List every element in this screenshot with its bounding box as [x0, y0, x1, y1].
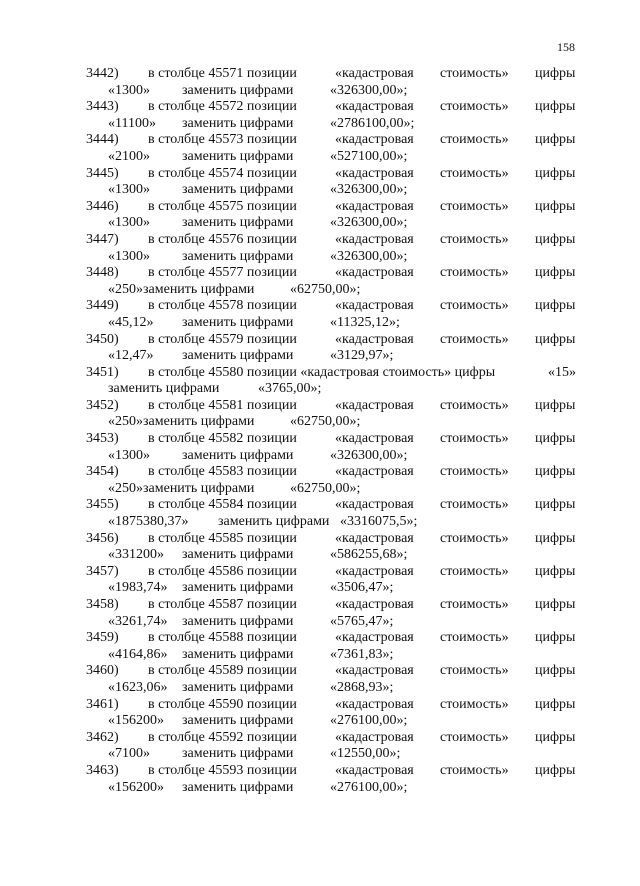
entry-line-1 — [0, 597, 640, 614]
cadastral-label: «кадастровая — [335, 165, 414, 181]
document-body — [0, 66, 640, 796]
entry-number: 3452) — [86, 397, 119, 413]
new-value: «586255,68»; — [330, 547, 408, 563]
entry-line-2 — [0, 514, 640, 531]
old-value: «1300» — [108, 447, 150, 463]
old-value: «250»заменить цифрами — [108, 414, 255, 430]
cadastral-label: «кадастровая — [335, 630, 414, 646]
entry-line-1 — [0, 166, 640, 183]
cadastral-label: «кадастровая — [335, 298, 414, 314]
entry-line-1 — [0, 730, 640, 747]
digits-label: цифры — [535, 397, 576, 413]
digits-label: цифры — [535, 663, 576, 679]
new-value: «326300,00»; — [330, 182, 408, 198]
entry-line-2 — [0, 614, 640, 631]
entry-number: 3444) — [86, 132, 119, 148]
entry-line-1 — [0, 265, 640, 282]
cost-label: стоимость» — [440, 66, 509, 81]
digits-label: цифры — [535, 165, 576, 181]
entry-line-2 — [0, 149, 640, 166]
entry-line-2 — [0, 381, 640, 398]
new-value: «326300,00»; — [330, 82, 408, 98]
old-value: «156200» — [108, 713, 164, 729]
entry-column-text: в столбце 45574 позиции — [148, 165, 297, 181]
digits-label: цифры — [535, 696, 576, 712]
new-value: «2786100,00»; — [330, 115, 415, 131]
cost-label: стоимость» — [440, 198, 509, 214]
replace-label: заменить цифрами — [182, 447, 294, 463]
old-value: «250»заменить цифрами — [108, 480, 255, 496]
digits-label: цифры — [535, 597, 576, 612]
digits-label: цифры — [535, 762, 576, 778]
entry-column-text: в столбце 45582 позиции — [148, 431, 297, 447]
digits-label: цифры — [535, 99, 576, 115]
entry-number: 3459) — [86, 630, 119, 646]
entry-line-2 — [0, 481, 640, 498]
new-value: «276100,00»; — [330, 713, 408, 729]
digits-label: цифры — [535, 729, 576, 745]
entry-line-2 — [0, 414, 640, 431]
entry-column-text: в столбце 45593 позиции — [148, 762, 297, 778]
entry-number: 3460) — [86, 663, 119, 679]
new-value: «5765,47»; — [330, 613, 394, 629]
old-value: «1300» — [108, 248, 150, 264]
new-value: «12550,00»; — [330, 746, 401, 762]
cadastral-label: «кадастровая — [335, 729, 414, 745]
cost-label: стоимость» — [440, 563, 509, 579]
entry-number: 3458) — [86, 597, 119, 612]
digits-label: цифры — [535, 132, 576, 148]
cadastral-label: «кадастровая — [335, 198, 414, 214]
cadastral-label: «кадастровая — [335, 265, 414, 281]
cadastral-label: «кадастровая — [335, 597, 414, 612]
new-value: «527100,00»; — [330, 148, 408, 164]
entry-line-2 — [0, 282, 640, 299]
old-value: «12,47» — [108, 348, 154, 364]
entry-number: 3455) — [86, 497, 119, 513]
entry-column-text: в столбце 45590 позиции — [148, 696, 297, 712]
old-value: «331200» — [108, 547, 164, 563]
new-value: «3316075,5»; — [340, 514, 418, 530]
entry-line-2 — [0, 315, 640, 332]
replace-label: заменить цифрами — [182, 248, 294, 264]
entry-line-1 — [0, 763, 640, 780]
new-value: «326300,00»; — [330, 447, 408, 463]
entry-number: 3461) — [86, 696, 119, 712]
cost-label: стоимость» — [440, 132, 509, 148]
entry-line-1 — [0, 464, 640, 481]
cadastral-label: «кадастровая — [335, 464, 414, 480]
entry-column-text: в столбце 45571 позиции — [148, 66, 297, 81]
entry-column-text: в столбце 45585 позиции — [148, 530, 297, 546]
old-value: «1875380,37» — [108, 514, 189, 530]
entry-line-2 — [0, 448, 640, 465]
entry-number: 3449) — [86, 298, 119, 314]
old-value: «1300» — [108, 182, 150, 198]
new-value: «62750,00»; — [290, 480, 361, 496]
old-value: «7100» — [108, 746, 150, 762]
cadastral-label: «кадастровая — [335, 132, 414, 148]
cost-label: стоимость» — [440, 630, 509, 646]
page-number: 158 — [557, 40, 575, 54]
entry-line-2 — [0, 580, 640, 597]
entry-line-1 — [0, 298, 640, 315]
digits-label: цифры — [535, 530, 576, 546]
entry-column-text: в столбце 45580 позиции «кадастровая стоимость» цифры — [148, 364, 496, 380]
digits-label: цифры — [535, 331, 576, 347]
entry-line-2 — [0, 83, 640, 100]
entry-line-2 — [0, 780, 640, 797]
cadastral-label: «кадастровая — [335, 497, 414, 513]
entry-number: 3446) — [86, 198, 119, 214]
cadastral-label: «кадастровая — [335, 431, 414, 447]
replace-label: заменить цифрами — [182, 215, 294, 231]
digits-label: цифры — [535, 464, 576, 480]
entry-number: 3448) — [86, 265, 119, 281]
entry-line-2 — [0, 746, 640, 763]
old-value: «1300» — [108, 82, 150, 98]
cadastral-label: «кадастровая — [335, 331, 414, 347]
entry-line-2 — [0, 647, 640, 664]
cost-label: стоимость» — [440, 265, 509, 281]
new-value: «3765,00»; — [258, 381, 322, 397]
cadastral-label: «кадастровая — [335, 530, 414, 546]
entry-line-2 — [0, 215, 640, 232]
entry-column-text: в столбце 45581 позиции — [148, 397, 297, 413]
cadastral-label: «кадастровая — [335, 563, 414, 579]
entry-number: 3450) — [86, 331, 119, 347]
cost-label: стоимость» — [440, 597, 509, 612]
new-value: «276100,00»; — [330, 779, 408, 795]
cost-label: стоимость» — [440, 762, 509, 778]
old-value: «156200» — [108, 779, 164, 795]
old-value: «3261,74» — [108, 613, 168, 629]
entry-column-text: в столбце 45587 позиции — [148, 597, 297, 612]
cost-label: стоимость» — [440, 331, 509, 347]
entry-number: 3451) — [86, 364, 119, 380]
cost-label: стоимость» — [440, 464, 509, 480]
entry-line-1 — [0, 431, 640, 448]
old-value: «1623,06» — [108, 679, 168, 695]
old-value: «2100» — [108, 148, 150, 164]
digits-label: цифры — [535, 563, 576, 579]
entry-line-1 — [0, 564, 640, 581]
entry-line-2 — [0, 713, 640, 730]
old-value: «11100» — [108, 115, 156, 131]
entry-column-text: в столбце 45584 позиции — [148, 497, 297, 513]
cost-label: стоимость» — [440, 298, 509, 314]
replace-label: заменить цифрами — [182, 779, 294, 795]
replace-label: заменить цифрами — [182, 82, 294, 98]
replace-label: заменить цифрами — [182, 746, 294, 762]
digits-label: цифры — [535, 231, 576, 247]
replace-label: заменить цифрами — [218, 514, 330, 530]
entry-line-2 — [0, 116, 640, 133]
entry-column-text: в столбце 45577 позиции — [148, 265, 297, 281]
entry-number: 3456) — [86, 530, 119, 546]
digits-label: цифры — [535, 497, 576, 513]
new-value: «62750,00»; — [290, 281, 361, 297]
entry-column-text: в столбце 45575 позиции — [148, 198, 297, 214]
entry-number: 3453) — [86, 431, 119, 447]
replace-label: заменить цифрами — [182, 713, 294, 729]
cost-label: стоимость» — [440, 397, 509, 413]
entry-line-1 — [0, 332, 640, 349]
entry-column-text: в столбце 45592 позиции — [148, 729, 297, 745]
entry-line-2 — [0, 547, 640, 564]
cost-label: стоимость» — [440, 497, 509, 513]
entry-line-1 — [0, 199, 640, 216]
replace-label: заменить цифрами — [182, 613, 294, 629]
entry-number: 3462) — [86, 729, 119, 745]
entry-line-1 — [0, 697, 640, 714]
entry-line-1 — [0, 365, 640, 382]
replace-label: заменить цифрами — [182, 115, 294, 131]
entry-line-2 — [0, 680, 640, 697]
digits-label: цифры — [535, 630, 576, 646]
cost-label: стоимость» — [440, 431, 509, 447]
digits-label: цифры — [535, 66, 576, 81]
entry-line-2 — [0, 182, 640, 199]
cadastral-label: «кадастровая — [335, 663, 414, 679]
replace-label: заменить цифрами — [182, 348, 294, 364]
entry-number: 3443) — [86, 99, 119, 115]
cadastral-label: «кадастровая — [335, 99, 414, 115]
digits-label: цифры — [535, 198, 576, 214]
cadastral-label: «кадастровая — [335, 231, 414, 247]
old-value: «250»заменить цифрами — [108, 281, 255, 297]
replace-label: заменить цифрами — [182, 580, 294, 596]
cost-label: стоимость» — [440, 165, 509, 181]
entry-line-1 — [0, 497, 640, 514]
entry-line-1 — [0, 99, 640, 116]
entry-column-text: в столбце 45588 позиции — [148, 630, 297, 646]
new-value: «326300,00»; — [330, 248, 408, 264]
replace-label: заменить цифрами — [182, 148, 294, 164]
entry-number: 3447) — [86, 231, 119, 247]
entry-line-1 — [0, 232, 640, 249]
entry-line-2 — [0, 249, 640, 266]
new-value: «2868,93»; — [330, 679, 394, 695]
entry-number: 3454) — [86, 464, 119, 480]
cost-label: стоимость» — [440, 696, 509, 712]
entry-number: 3463) — [86, 762, 119, 778]
cost-label: стоимость» — [440, 231, 509, 247]
new-value: «62750,00»; — [290, 414, 361, 430]
entry-column-text: в столбце 45589 позиции — [148, 663, 297, 679]
entry-number: 3442) — [86, 66, 119, 81]
entry-column-text: в столбце 45576 позиции — [148, 231, 297, 247]
entry-line-1 — [0, 66, 640, 83]
new-value: «326300,00»; — [330, 215, 408, 231]
entry-column-text: в столбце 45578 позиции — [148, 298, 297, 314]
replace-label: заменить цифрами — [182, 646, 294, 662]
old-value: «1300» — [108, 215, 150, 231]
entry-line-2 — [0, 348, 640, 365]
entry-number: 3445) — [86, 165, 119, 181]
old-value: «4164,86» — [108, 646, 168, 662]
new-value: «11325,12»; — [330, 314, 400, 330]
entry-line-1 — [0, 398, 640, 415]
entry-line-1 — [0, 630, 640, 647]
cost-label: стоимость» — [440, 729, 509, 745]
entry-column-text: в столбце 45586 позиции — [148, 563, 297, 579]
old-value: «45,12» — [108, 314, 154, 330]
digits-label: цифры — [535, 265, 576, 281]
entry-column-text: в столбце 45579 позиции — [148, 331, 297, 347]
entry-column-text: в столбце 45572 позиции — [148, 99, 297, 115]
cadastral-label: «кадастровая — [335, 762, 414, 778]
entry-line-1 — [0, 663, 640, 680]
digits-label: цифры — [535, 298, 576, 314]
new-value: «3129,97»; — [330, 348, 394, 364]
entry-line-1 — [0, 531, 640, 548]
replace-label: заменить цифрами — [182, 547, 294, 563]
cadastral-label: «кадастровая — [335, 397, 414, 413]
new-value: «3506,47»; — [330, 580, 394, 596]
replace-label: заменить цифрами — [182, 679, 294, 695]
replace-label: заменить цифрами — [182, 314, 294, 330]
cost-label: стоимость» — [440, 663, 509, 679]
entry-number: 3457) — [86, 563, 119, 579]
cost-label: стоимость» — [440, 99, 509, 115]
replace-label: заменить цифрами — [108, 381, 220, 397]
entry-column-text: в столбце 45573 позиции — [148, 132, 297, 148]
entry-column-text: в столбце 45583 позиции — [148, 464, 297, 480]
cost-label: стоимость» — [440, 530, 509, 546]
cadastral-label: «кадастровая — [335, 696, 414, 712]
entry-line-1 — [0, 132, 640, 149]
old-value: «15» — [548, 364, 576, 380]
replace-label: заменить цифрами — [182, 182, 294, 198]
cadastral-label: «кадастровая — [335, 66, 414, 81]
digits-label: цифры — [535, 431, 576, 447]
old-value: «1983,74» — [108, 580, 168, 596]
new-value: «7361,83»; — [330, 646, 394, 662]
